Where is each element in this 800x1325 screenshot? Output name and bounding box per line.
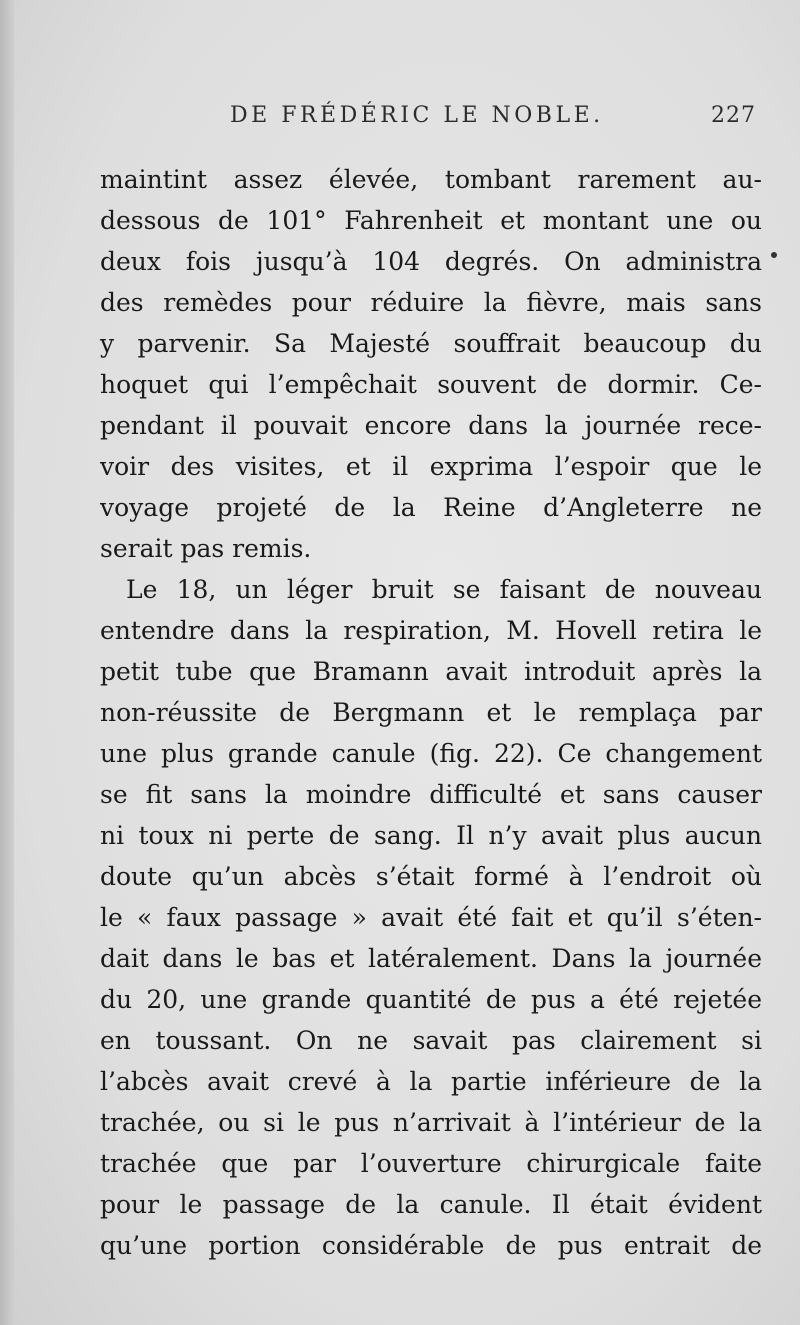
text-line: y parvenir. Sa Majesté souffrait beaucoup du xyxy=(100,329,762,358)
text-line: non-réussite de Bergmann et le remplaça par xyxy=(100,698,762,727)
text-line: l’abcès avait crevé à la partie inférieure de la xyxy=(100,1067,762,1096)
text-line: serait pas remis. xyxy=(100,534,312,563)
text-line: dessous de 101° Fahrenheit et montant une ou xyxy=(100,206,762,235)
text-line: deux fois jusqu’à 104 degrés. On administra xyxy=(100,247,762,276)
text-line: Le 18, un léger bruit se faisant de nouveau xyxy=(126,575,762,604)
book-page xyxy=(14,0,800,1325)
running-title: DE FRÉDÉRIC LE NOBLE. xyxy=(230,103,604,128)
text-line: ni toux ni perte de sang. Il n’y avait plus aucun xyxy=(100,821,762,850)
text-line: en toussant. On ne savait pas clairement si xyxy=(100,1026,762,1055)
text-line: dait dans le bas et latéralement. Dans la journée xyxy=(100,944,762,973)
text-line: voir des visites, et il exprima l’espoir que le xyxy=(100,452,762,481)
ink-speck xyxy=(771,252,777,258)
text-line: pour le passage de la canule. Il était évident xyxy=(100,1190,762,1219)
text-line: hoquet qui l’empêchait souvent de dormir. Ce- xyxy=(100,370,762,399)
text-line: petit tube que Bramann avait introduit après la xyxy=(100,657,762,686)
text-line: trachée, ou si le pus n’arrivait à l’intérieur de la xyxy=(100,1108,762,1137)
text-line: du 20, une grande quantité de pus a été rejetée xyxy=(100,985,762,1014)
body-text xyxy=(100,159,762,1266)
text-line: trachée que par l’ouverture chirurgicale faite xyxy=(100,1149,762,1178)
running-head xyxy=(14,103,800,139)
text-line: le « faux passage » avait été fait et qu’il s’éten- xyxy=(100,903,762,932)
text-line: maintint assez élevée, tombant rarement au- xyxy=(100,165,762,194)
page-number: 227 xyxy=(711,103,756,128)
scan-left-edge xyxy=(0,0,14,1325)
text-line: une plus grande canule (fig. 22). Ce changement xyxy=(100,739,762,768)
text-line: voyage projeté de la Reine d’Angleterre ne xyxy=(100,493,762,522)
text-line: qu’une portion considérable de pus entrait de xyxy=(100,1231,762,1260)
text-line: doute qu’un abcès s’était formé à l’endroit où xyxy=(100,862,762,891)
text-line: pendant il pouvait encore dans la journée rece- xyxy=(100,411,762,440)
text-line: se fit sans la moindre difficulté et sans causer xyxy=(100,780,762,809)
text-line: des remèdes pour réduire la fièvre, mais sans xyxy=(100,288,762,317)
text-line: entendre dans la respiration, M. Hovell retira le xyxy=(100,616,762,645)
